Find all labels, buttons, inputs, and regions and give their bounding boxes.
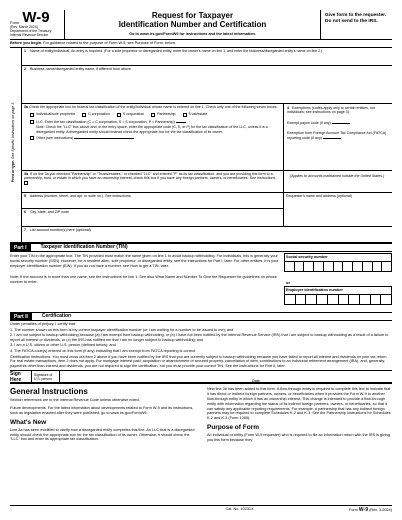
checkbox-3b[interactable] (24, 181, 28, 185)
footer-rev: (Rev. 3-2024) (369, 508, 392, 512)
date-label: Date (252, 379, 261, 384)
title-line-2: Identification Number and Certification (118, 20, 267, 29)
line-num: 2 (24, 67, 26, 71)
whats-new-text: Line 3a has been modified to clarify how a disregarded entity completes this line. An LLC that is a disregarded entity should check the appropriate box for the tax classification of its owner. Otherwise, it should check the "LLC" box and enter its appropriate tax classification. (10, 427, 195, 442)
form-header (10, 10, 392, 40)
line-6-city[interactable] (21, 209, 283, 227)
line-num: 4 (287, 106, 289, 110)
line-num: 1 (24, 49, 26, 53)
cert-item-4: 4. The FATCA code(s) entered on this form (if any) indicating that I am exempt from FATCA reporting is correct. (10, 348, 197, 353)
line-2-business-name[interactable] (21, 66, 392, 104)
title-line-1: Request for Taxpayer (151, 11, 234, 20)
purpose-heading: Purpose of Form (207, 423, 260, 431)
llc-note: Note: Check the "LLC" box above and, in the entry space, enter the appropriate code (C, S, or P) for the tax classification of the LLC, unless it is a disregarded entity. A disregarded entity should instead check the appropriate box for the tax classification of its owner. (36, 125, 268, 134)
ssn-box[interactable] (284, 253, 392, 272)
cert-item-2: 2. I am not subject to backup withholding because (a) I am exempt from backup withholding, or (b) I have not been notified by the Internal Revenue Service (IRS) that I am subject to backup withholding as a result of a failure to report all interest or dividends, or (c) the IRS has notified me that I am no longer subject to backup withholding; and (10, 333, 389, 342)
side-label (10, 48, 21, 243)
part-1-header (10, 243, 392, 252)
line-3b-foreign-partners (21, 171, 283, 193)
ein-label: Employer identification number (285, 287, 391, 295)
whats-new-heading: What's New (10, 418, 47, 426)
form-title-block (65, 10, 320, 39)
checkbox-other[interactable] (24, 136, 281, 140)
future-developments: Future developments. For the latest information about developments related to Form W-9 and its instructions, such as legislation enacted after they were published, go to www.irs.gov/FormW9. (10, 406, 194, 415)
line-3a-label: Check the appropriate box for federal tax classification of the entity/individual whose name is entered on line 1. Check only one of the following seven boxes. (29, 105, 278, 109)
exempt-payee-label: Exempt payee code (if any) (287, 120, 331, 125)
section-references: Section references are to the Internal Revenue Code unless otherwise noted. (10, 398, 140, 403)
certification-text (10, 321, 392, 368)
opt-label: S corporation (122, 112, 145, 117)
side-text: See Specific Instructions on page 3. (11, 101, 15, 160)
requester-label: Requester's name and address (optional) (286, 194, 352, 198)
opt-label: C corporation (88, 112, 110, 117)
goto-link[interactable]: Go to www.irs.gov/FormW9 for instructions and the latest information. (129, 32, 256, 36)
part-2-title: Certification (41, 313, 72, 320)
opt-label: Individual/sole proprietor (36, 112, 76, 117)
line-num: 3a (24, 105, 28, 109)
before-text: For guidance related to the purpose of Form W-9, see Purpose of Form, below. (43, 41, 176, 45)
give-form-note: Give form to the requester. Do not send to the IRS. (320, 10, 392, 39)
ssn-label: Social security number (285, 254, 391, 262)
line-3a-classification (21, 104, 283, 171)
before-bold: Before you begin. (10, 41, 43, 45)
other-field[interactable] (74, 136, 134, 139)
signature-of-label: Signature of U.S. person (32, 371, 60, 382)
checkbox-individual[interactable] (30, 112, 75, 116)
part-2-header (10, 312, 392, 321)
fatca-label: Exemption from Foreign Account Tax Compliance Act (FATCA) reporting code (if any) (287, 131, 387, 140)
w9-form (10, 10, 392, 512)
line-5-address[interactable] (21, 193, 283, 209)
checkbox-partnership[interactable] (151, 112, 175, 116)
opt-label: Other (see instructions) (36, 136, 74, 141)
checkbox-scorp[interactable] (117, 112, 144, 116)
line-3b-label: If on line 3a you checked "Partnership" or "Trusts/estates," or checked "LLC" and entered "P" as its tax classification, and you are providing this form to a partnership, trust, or estate in which you have an ownership interest, check this box if you have any foreign partners, owners, or beneficiaries. See instructions (24, 172, 276, 181)
opt-label: Trust/estate (188, 112, 208, 117)
line-1-name[interactable] (21, 48, 392, 66)
checkbox-trust[interactable] (183, 112, 208, 116)
department: Department of the Treasury (10, 29, 52, 34)
form-number: W-9 (22, 9, 50, 26)
cert-intro: Under penalties of perjury, I certify that: (10, 322, 76, 326)
line-1-label: Name of entity/individual. An entry is required. (For a sole proprietor or disregarded entity, enter the owner's name on line 1, and enter the business/disregarded entity's name on line 2.) (30, 49, 323, 53)
or-label: or (286, 280, 290, 285)
irs: Internal Revenue Service (10, 33, 49, 38)
checkbox-llc[interactable] (24, 120, 281, 124)
line-3b-explanation: New line 3b has been added to this form. A flow-through entity is required to complete this line to indicate that it has direct or indirect foreign partners, owners, or beneficiaries when it provides the Form W-9 to another flow-through entity in which it has an ownership interest. This change is intended to provide a flow-through entity with information regarding the status of its indirect foreign partners, owners, or beneficiaries, so that it can satisfy any applicable reporting requirements. For example, a partnership that has any indirect foreign partners may be required to complete Schedules K-2 and K-3. See the Partnership Instructions for Schedules K-2 and K-3 (Form 1065). (207, 387, 391, 421)
general-instructions (10, 384, 392, 445)
entity-info-block (10, 48, 392, 243)
line-num: 7 (24, 228, 26, 232)
llc-code-field[interactable] (176, 120, 186, 123)
fatca-field[interactable] (287, 131, 389, 140)
ein-digits[interactable] (285, 295, 391, 304)
instructions-right-column (207, 387, 392, 445)
form-word: Form (10, 20, 20, 25)
purpose-text: An individual or entity (Form W-9 requester) who is required to file an information return with the IRS is giving you this form because they (207, 432, 390, 442)
revision: (Rev. March 2024) (10, 25, 38, 29)
line-2-label: Business name/disregarded entity name, if different from above. (30, 67, 132, 71)
tin-note: Note: If the account is in more than one name, see the instructions for line 1. See also What Name and Number To Give the Requester for guidelines on whose number to enter. (10, 275, 277, 284)
tin-section (10, 252, 392, 312)
line-7-accounts[interactable] (21, 227, 392, 243)
part-1-tag: Part I (10, 244, 31, 252)
footer-form-id (349, 507, 392, 513)
part-1-title: Taxpayer Identification Number (TIN) (40, 244, 128, 251)
sign-here-label: Sign Here (10, 371, 32, 382)
line-num: 3b (24, 172, 29, 176)
line-6-label: City, state, and ZIP code (30, 210, 70, 214)
line-7-label: List account number(s) here (optional) (30, 228, 91, 232)
form-id-block (10, 10, 65, 39)
exemptions-label: Exemptions (codes apply only to certain entities, not individuals; see instructions on page 3): (287, 106, 375, 115)
requester-box[interactable] (283, 193, 392, 227)
before-you-begin (10, 40, 392, 48)
cert-instructions: Certification instructions. You must cross out item 2 above if you have been notified by the IRS that you are currently subject to backup withholding because you have failed to report all interest and dividends on your tax return. For real estate transactions, item 2 does not apply. For mortgage interest paid, acquisition or abandonment of secured property, cancellation of debt, contributions to an individual retirement arrangement (IRA), and, generally, payments other than interest and dividends, you are not required to sign the certification, but you must provide your correct TIN. See the instructions for Part II, later. (10, 354, 388, 368)
ssn-digits[interactable] (285, 262, 391, 271)
side-bold: Print or type. (11, 160, 15, 183)
part-2-tag: Part II (10, 313, 32, 321)
line-num: 6 (24, 210, 26, 214)
cert-item-3: 3. I am a U.S. citizen or other U.S. person (defined below); and (10, 343, 116, 348)
cert-item-1: 1. The number shown on this form is my correct taxpayer identification number (or I am waiting for a number to be issued to me); and (10, 327, 234, 332)
exemptions-block (283, 104, 392, 171)
tin-text: Enter your TIN in the appropriate box. The TIN provided must match the name given on line 1 to avoid backup withholding. For individuals, this is generally your social security number (SSN). However, for a resident alien, sole proprietor, or disregarded entity, see the instructions for Part I, later. For other entities, it is your employer identification number (EIN). If you do not have a number, see How to get a TIN, later. (10, 254, 279, 268)
form-footer (10, 505, 392, 513)
ein-box[interactable] (284, 286, 392, 305)
tin-instructions (10, 254, 280, 285)
footer-w9: W-9 (358, 507, 368, 513)
signature-row (10, 370, 392, 384)
opt-label: LLC. Enter the tax classification (C = C corporation, S = S corporation, P = Partnership) (36, 119, 175, 124)
checkbox-ccorp[interactable] (82, 112, 110, 116)
general-instructions-heading: General Instructions (10, 387, 88, 397)
line-5-label: Address (number, street, and apt. or suite no.). See instructions. (29, 194, 132, 198)
footer-form-word: Form (349, 508, 358, 512)
applies-note: (Applies to accounts maintained outside the United States.) (283, 171, 392, 193)
line-num: 5 (24, 194, 26, 198)
date-field[interactable] (252, 371, 392, 382)
exempt-payee-field[interactable] (287, 121, 389, 125)
opt-label: Partnership (157, 112, 176, 117)
instructions-left-column (10, 387, 195, 445)
cat-number: Cat. No. 10231X (225, 507, 254, 511)
signature-field[interactable] (60, 371, 252, 382)
